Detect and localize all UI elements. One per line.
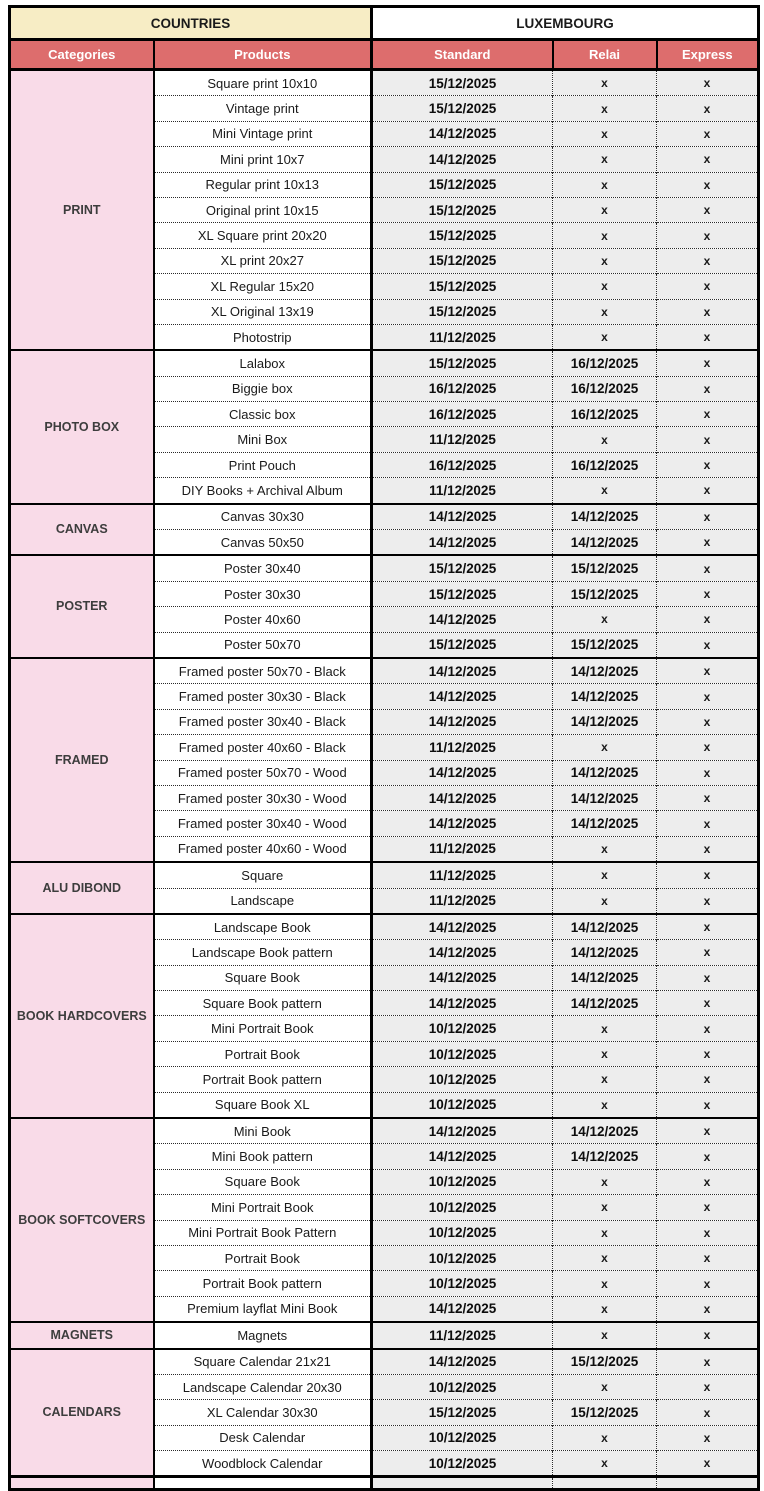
relai-cell: 16/12/2025 — [553, 402, 657, 427]
product-cell: Mini Book pattern — [154, 1144, 372, 1169]
express-cell: x — [657, 172, 759, 197]
standard-cell: 15/12/2025 — [372, 96, 553, 121]
deadline-table-body — [10, 7, 759, 1490]
express-cell: x — [657, 96, 759, 121]
express-cell: x — [657, 1092, 759, 1118]
product-cell: Magnets — [154, 1322, 372, 1348]
express-cell: x — [657, 785, 759, 810]
relai-cell: 14/12/2025 — [553, 965, 657, 990]
standard-cell: 15/12/2025 — [372, 1400, 553, 1425]
standard-cell: 11/12/2025 — [372, 1322, 553, 1348]
table-row — [10, 1118, 759, 1144]
category-cell: ALU DIBOND — [10, 862, 154, 914]
standard-cell: 11/12/2025 — [372, 836, 553, 862]
standard-cell: 14/12/2025 — [372, 811, 553, 836]
relai-cell: 14/12/2025 — [553, 709, 657, 734]
express-cell: x — [657, 658, 759, 684]
express-cell: x — [657, 1374, 759, 1399]
relai-cell: 16/12/2025 — [553, 350, 657, 376]
table-row — [10, 350, 759, 376]
relai-cell: x — [553, 96, 657, 121]
column-header-express: Express — [657, 40, 759, 70]
category-cell: FRAMED — [10, 658, 154, 862]
table-row — [10, 7, 759, 40]
standard-cell: 14/12/2025 — [372, 709, 553, 734]
express-cell: x — [657, 1169, 759, 1194]
relai-cell: x — [553, 735, 657, 760]
standard-cell: 11/12/2025 — [372, 478, 553, 504]
product-cell: Vintage print — [154, 96, 372, 121]
standard-cell: 10/12/2025 — [372, 1195, 553, 1220]
relai-cell: x — [553, 1296, 657, 1322]
product-cell: Framed poster 30x40 - Wood — [154, 811, 372, 836]
express-cell: x — [657, 1322, 759, 1348]
standard-cell: 14/12/2025 — [372, 684, 553, 709]
standard-cell: 14/12/2025 — [372, 1349, 553, 1375]
standard-cell: 10/12/2025 — [372, 1374, 553, 1399]
relai-cell: 14/12/2025 — [553, 940, 657, 965]
express-cell: x — [657, 914, 759, 940]
table-row — [10, 862, 759, 888]
standard-cell: 16/12/2025 — [372, 402, 553, 427]
product-cell: XL Original 13x19 — [154, 299, 372, 324]
express-cell: x — [657, 223, 759, 248]
standard-cell: 14/12/2025 — [372, 760, 553, 785]
relai-cell: x — [553, 1092, 657, 1118]
relai-cell: 14/12/2025 — [553, 914, 657, 940]
standard-cell: 15/12/2025 — [372, 197, 553, 222]
relai-cell: 14/12/2025 — [553, 1118, 657, 1144]
table-row — [10, 70, 759, 96]
relai-cell: x — [553, 1374, 657, 1399]
express-cell: x — [657, 760, 759, 785]
standard-cell: 10/12/2025 — [372, 1220, 553, 1245]
table-row — [10, 40, 759, 70]
express-cell: x — [657, 581, 759, 606]
relai-cell: x — [553, 223, 657, 248]
product-cell: Premium layflat Mini Book — [154, 1296, 372, 1322]
standard-cell: 11/12/2025 — [372, 427, 553, 452]
express-cell: x — [657, 402, 759, 427]
category-cell: MAGNETS — [10, 1322, 154, 1348]
relai-cell: x — [553, 862, 657, 888]
category-cell: POSTER — [10, 555, 154, 658]
standard-cell: 10/12/2025 — [372, 1016, 553, 1041]
relai-cell: 15/12/2025 — [553, 632, 657, 658]
relai-cell: x — [553, 147, 657, 172]
express-cell: x — [657, 504, 759, 530]
relai-cell: 15/12/2025 — [553, 1349, 657, 1375]
standard-cell: 15/12/2025 — [372, 632, 553, 658]
table-row — [10, 914, 759, 940]
express-cell: x — [657, 1118, 759, 1144]
standard-cell: 10/12/2025 — [372, 1451, 553, 1477]
relai-cell: 16/12/2025 — [553, 376, 657, 401]
express-cell: x — [657, 1296, 759, 1322]
product-cell: DIY Books + Archival Album — [154, 478, 372, 504]
column-header-categories: Categories — [10, 40, 154, 70]
product-cell: Square Calendar 21x21 — [154, 1349, 372, 1375]
express-cell: x — [657, 147, 759, 172]
product-cell: Print Pouch — [154, 452, 372, 477]
standard-cell: 15/12/2025 — [372, 223, 553, 248]
express-cell: x — [657, 811, 759, 836]
express-cell: x — [657, 478, 759, 504]
product-cell: Mini print 10x7 — [154, 147, 372, 172]
relai-cell: 15/12/2025 — [553, 581, 657, 606]
express-cell: x — [657, 1349, 759, 1375]
product-cell: Mini Portrait Book — [154, 1016, 372, 1041]
product-cell: Square Book XL — [154, 1092, 372, 1118]
relai-cell: 16/12/2025 — [553, 452, 657, 477]
table-row — [10, 1349, 759, 1375]
product-cell: Mini Portrait Book — [154, 1195, 372, 1220]
relai-cell: 14/12/2025 — [553, 530, 657, 556]
express-cell: x — [657, 991, 759, 1016]
express-cell: x — [657, 940, 759, 965]
column-header-products: Products — [154, 40, 372, 70]
table-row — [10, 504, 759, 530]
countries-header: COUNTRIES — [10, 7, 372, 40]
express-cell: x — [657, 1271, 759, 1296]
express-cell: x — [657, 427, 759, 452]
express-cell: x — [657, 836, 759, 862]
partial-cell — [657, 1477, 759, 1490]
standard-cell: 14/12/2025 — [372, 658, 553, 684]
relai-cell: x — [553, 70, 657, 96]
standard-cell: 15/12/2025 — [372, 555, 553, 581]
table-row — [10, 1477, 759, 1490]
product-cell: Portrait Book pattern — [154, 1271, 372, 1296]
express-cell: x — [657, 274, 759, 299]
express-cell: x — [657, 1016, 759, 1041]
product-cell: Classic box — [154, 402, 372, 427]
product-cell: Landscape Calendar 20x30 — [154, 1374, 372, 1399]
relai-cell: 14/12/2025 — [553, 760, 657, 785]
standard-cell: 11/12/2025 — [372, 888, 553, 914]
standard-cell: 10/12/2025 — [372, 1041, 553, 1066]
relai-cell: x — [553, 1271, 657, 1296]
partial-cell — [154, 1477, 372, 1490]
product-cell: Framed poster 30x30 - Wood — [154, 785, 372, 810]
relai-cell: 14/12/2025 — [553, 991, 657, 1016]
product-cell: XL Square print 20x20 — [154, 223, 372, 248]
express-cell: x — [657, 299, 759, 324]
relai-cell: x — [553, 888, 657, 914]
standard-cell: 14/12/2025 — [372, 147, 553, 172]
product-cell: Mini Portrait Book Pattern — [154, 1220, 372, 1245]
standard-cell: 14/12/2025 — [372, 914, 553, 940]
express-cell: x — [657, 70, 759, 96]
product-cell: Square Book pattern — [154, 991, 372, 1016]
express-cell: x — [657, 121, 759, 146]
express-cell: x — [657, 965, 759, 990]
product-cell: Portrait Book — [154, 1041, 372, 1066]
relai-cell: x — [553, 1245, 657, 1270]
relai-cell: x — [553, 1322, 657, 1348]
partial-cell — [372, 1477, 553, 1490]
product-cell: Poster 30x30 — [154, 581, 372, 606]
standard-cell: 15/12/2025 — [372, 70, 553, 96]
relai-cell: 15/12/2025 — [553, 1400, 657, 1425]
product-cell: Mini Vintage print — [154, 121, 372, 146]
category-cell: BOOK SOFTCOVERS — [10, 1118, 154, 1322]
standard-cell: 16/12/2025 — [372, 376, 553, 401]
product-cell: Poster 30x40 — [154, 555, 372, 581]
category-cell: PHOTO BOX — [10, 350, 154, 503]
product-cell: Canvas 30x30 — [154, 504, 372, 530]
express-cell: x — [657, 735, 759, 760]
express-cell: x — [657, 324, 759, 350]
relai-cell: x — [553, 121, 657, 146]
express-cell: x — [657, 709, 759, 734]
product-cell: Framed poster 30x30 - Black — [154, 684, 372, 709]
product-cell: Framed poster 30x40 - Black — [154, 709, 372, 734]
express-cell: x — [657, 376, 759, 401]
relai-cell: x — [553, 836, 657, 862]
product-cell: Canvas 50x50 — [154, 530, 372, 556]
relai-cell: x — [553, 1425, 657, 1450]
product-cell: Square Book — [154, 965, 372, 990]
standard-cell: 15/12/2025 — [372, 299, 553, 324]
column-header-relai: Relai — [553, 40, 657, 70]
product-cell: Square Book — [154, 1169, 372, 1194]
relai-cell: x — [553, 299, 657, 324]
relai-cell: 14/12/2025 — [553, 1144, 657, 1169]
express-cell: x — [657, 1451, 759, 1477]
country-header: LUXEMBOURG — [372, 7, 759, 40]
express-cell: x — [657, 1195, 759, 1220]
product-cell: Square — [154, 862, 372, 888]
standard-cell: 15/12/2025 — [372, 350, 553, 376]
express-cell: x — [657, 248, 759, 273]
relai-cell: x — [553, 1451, 657, 1477]
product-cell: Portrait Book — [154, 1245, 372, 1270]
category-cell: PRINT — [10, 70, 154, 351]
standard-cell: 10/12/2025 — [372, 1245, 553, 1270]
product-cell: Desk Calendar — [154, 1425, 372, 1450]
express-cell: x — [657, 555, 759, 581]
product-cell: Landscape Book — [154, 914, 372, 940]
express-cell: x — [657, 1144, 759, 1169]
product-cell: Poster 40x60 — [154, 607, 372, 632]
product-cell: Framed poster 40x60 - Wood — [154, 836, 372, 862]
standard-cell: 10/12/2025 — [372, 1271, 553, 1296]
product-cell: Framed poster 50x70 - Wood — [154, 760, 372, 785]
relai-cell: x — [553, 1016, 657, 1041]
standard-cell: 14/12/2025 — [372, 785, 553, 810]
standard-cell: 15/12/2025 — [372, 581, 553, 606]
standard-cell: 11/12/2025 — [372, 862, 553, 888]
express-cell: x — [657, 632, 759, 658]
express-cell: x — [657, 1245, 759, 1270]
express-cell: x — [657, 530, 759, 556]
column-header-standard: Standard — [372, 40, 553, 70]
relai-cell: 14/12/2025 — [553, 684, 657, 709]
standard-cell: 14/12/2025 — [372, 1118, 553, 1144]
standard-cell: 14/12/2025 — [372, 530, 553, 556]
product-cell: XL Calendar 30x30 — [154, 1400, 372, 1425]
express-cell: x — [657, 1067, 759, 1092]
relai-cell: x — [553, 1067, 657, 1092]
product-cell: Framed poster 50x70 - Black — [154, 658, 372, 684]
standard-cell: 11/12/2025 — [372, 735, 553, 760]
standard-cell: 14/12/2025 — [372, 940, 553, 965]
product-cell: Regular print 10x13 — [154, 172, 372, 197]
relai-cell: x — [553, 1041, 657, 1066]
relai-cell: x — [553, 324, 657, 350]
table-row — [10, 1322, 759, 1348]
express-cell: x — [657, 684, 759, 709]
express-cell: x — [657, 197, 759, 222]
relai-cell: x — [553, 274, 657, 299]
express-cell: x — [657, 350, 759, 376]
express-cell: x — [657, 1400, 759, 1425]
relai-cell: x — [553, 197, 657, 222]
relai-cell: 15/12/2025 — [553, 555, 657, 581]
express-cell: x — [657, 1041, 759, 1066]
standard-cell: 14/12/2025 — [372, 1144, 553, 1169]
product-cell: Framed poster 40x60 - Black — [154, 735, 372, 760]
shipping-deadlines-table — [8, 5, 760, 1491]
product-cell: XL Regular 15x20 — [154, 274, 372, 299]
express-cell: x — [657, 862, 759, 888]
standard-cell: 10/12/2025 — [372, 1092, 553, 1118]
product-cell: Mini Book — [154, 1118, 372, 1144]
relai-cell: x — [553, 1195, 657, 1220]
product-cell: Biggie box — [154, 376, 372, 401]
category-cell: CALENDARS — [10, 1349, 154, 1477]
standard-cell: 15/12/2025 — [372, 248, 553, 273]
standard-cell: 14/12/2025 — [372, 1296, 553, 1322]
product-cell: Square print 10x10 — [154, 70, 372, 96]
standard-cell: 16/12/2025 — [372, 452, 553, 477]
standard-cell: 14/12/2025 — [372, 121, 553, 146]
standard-cell: 11/12/2025 — [372, 324, 553, 350]
express-cell: x — [657, 1425, 759, 1450]
standard-cell: 14/12/2025 — [372, 991, 553, 1016]
relai-cell: 14/12/2025 — [553, 504, 657, 530]
express-cell: x — [657, 607, 759, 632]
express-cell: x — [657, 452, 759, 477]
table-row — [10, 658, 759, 684]
standard-cell: 15/12/2025 — [372, 172, 553, 197]
relai-cell: x — [553, 607, 657, 632]
category-cell: CANVAS — [10, 504, 154, 556]
category-cell: BOOK HARDCOVERS — [10, 914, 154, 1118]
standard-cell: 15/12/2025 — [372, 274, 553, 299]
express-cell: x — [657, 888, 759, 914]
product-cell: Poster 50x70 — [154, 632, 372, 658]
relai-cell: x — [553, 1220, 657, 1245]
product-cell: Lalabox — [154, 350, 372, 376]
standard-cell: 14/12/2025 — [372, 965, 553, 990]
relai-cell: 14/12/2025 — [553, 658, 657, 684]
relai-cell: x — [553, 427, 657, 452]
product-cell: Portrait Book pattern — [154, 1067, 372, 1092]
relai-cell: x — [553, 1169, 657, 1194]
table-row — [10, 555, 759, 581]
product-cell: XL print 20x27 — [154, 248, 372, 273]
standard-cell: 14/12/2025 — [372, 607, 553, 632]
standard-cell: 10/12/2025 — [372, 1425, 553, 1450]
partial-cell — [553, 1477, 657, 1490]
express-cell: x — [657, 1220, 759, 1245]
relai-cell: x — [553, 478, 657, 504]
standard-cell: 10/12/2025 — [372, 1169, 553, 1194]
product-cell: Original print 10x15 — [154, 197, 372, 222]
partial-cell — [10, 1477, 154, 1490]
relai-cell: 14/12/2025 — [553, 785, 657, 810]
product-cell: Mini Box — [154, 427, 372, 452]
product-cell: Landscape — [154, 888, 372, 914]
relai-cell: x — [553, 172, 657, 197]
product-cell: Woodblock Calendar — [154, 1451, 372, 1477]
relai-cell: 14/12/2025 — [553, 811, 657, 836]
standard-cell: 10/12/2025 — [372, 1067, 553, 1092]
product-cell: Landscape Book pattern — [154, 940, 372, 965]
standard-cell: 14/12/2025 — [372, 504, 553, 530]
product-cell: Photostrip — [154, 324, 372, 350]
relai-cell: x — [553, 248, 657, 273]
